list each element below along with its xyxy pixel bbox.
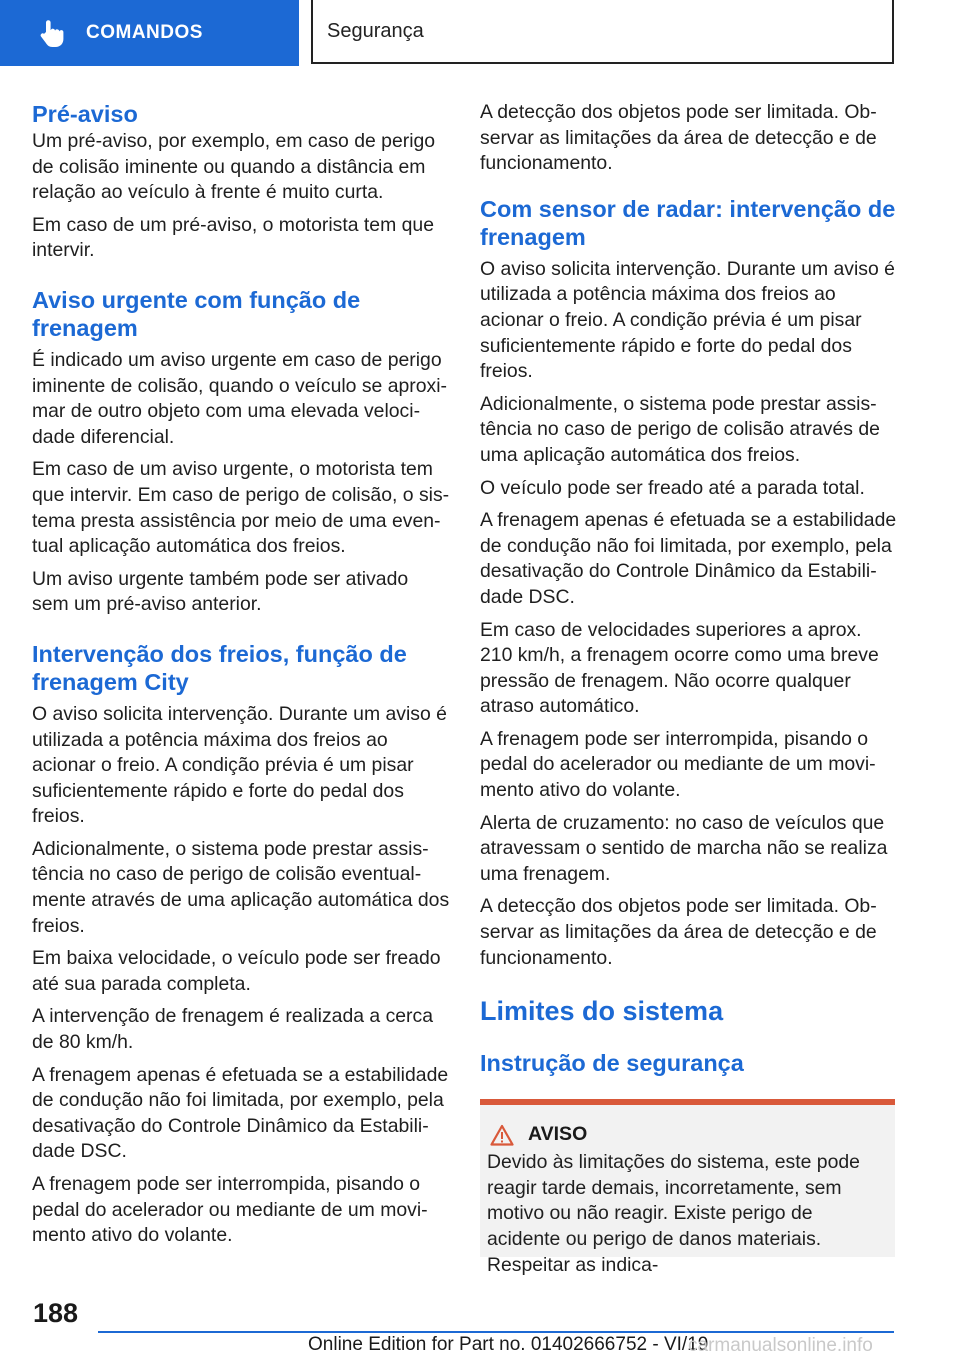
heading-aviso-urgente: Aviso urgente com função de frenagem	[32, 286, 361, 341]
page-number: 188	[33, 1298, 79, 1328]
hand-touch-icon	[38, 18, 68, 48]
paragraph: Em caso de um pré-aviso, o motorista tem que intervir.	[32, 213, 434, 262]
warning-title-row	[487, 1123, 885, 1146]
footer-edition-text: Online Edition for Part no. 01402666752 - VI/19	[308, 1334, 709, 1355]
header-section-title	[311, 0, 894, 64]
paragraph: Adicionalmente, o sistema pode prestar assistência no caso de perigo de colisão eventualmente através de uma aplicação automática dos freios.	[32, 837, 450, 937]
paragraph: É indicado um aviso urgente em caso de perigo iminente de colisão, quando o veículo se aproximar de outro objeto com uma elevada velocidade diferencial.	[32, 348, 448, 448]
footer-divider	[98, 1331, 894, 1333]
heading-pre-aviso: Pré-aviso	[32, 101, 138, 127]
paragraph: A frenagem pode ser interrompida, pisando o pedal do acelerador ou mediante de um movimento ativo do volante.	[32, 1173, 428, 1247]
heading-radar: Com sensor de radar: intervenção de frenagem	[480, 195, 896, 250]
paragraph: Um aviso urgente também pode ser ativado sem um pré-aviso anterior.	[32, 567, 409, 616]
header-tab-label: COMANDOS	[86, 22, 203, 43]
paragraph: A detecção dos objetos pode ser limitada. Observar as limitações da área de detecção e de funcionamento.	[480, 101, 877, 175]
paragraph: Em caso de um aviso urgente, o motorista tem que intervir. Em caso de perigo de colisão, o sistema presta assistência por meio de uma eventual aplicação automática dos freios.	[32, 458, 450, 558]
warning-triangle-icon	[490, 1124, 514, 1146]
paragraph: A intervenção de frenagem é realizada a cerca de 80 km/h.	[32, 1005, 433, 1054]
heading-instrucao-seguranca: Instrução de segurança	[480, 1050, 744, 1077]
section-title: Segurança	[327, 19, 424, 42]
footer-watermark: carmanualsonline.info	[688, 1335, 873, 1356]
right-column	[480, 100, 898, 1276]
left-column	[32, 100, 450, 1256]
paragraph: A detecção dos objetos pode ser limitada. Observar as limitações da área de detecção e de funcionamento.	[480, 895, 877, 969]
paragraph: Alerta de cruzamento: no caso de veículos que atravessam o sentido de marcha não se realiza uma frenagem.	[480, 811, 888, 885]
paragraph: O aviso solicita intervenção. Durante um aviso é utilizada a potência máxima dos freios ao acionar o freio. A condição prévia é um pisar suficientemente rápido e forte do pedal dos freios.	[32, 702, 447, 828]
warning-text: Devido às limitações do sistema, este pode reagir tarde demais, incorretamente, sem motivo ou não reagir. Existe perigo de acidente ou perigo de danos materiais. Respeitar as indica-	[487, 1151, 860, 1276]
paragraph: Adicionalmente, o sistema pode prestar assistência no caso de perigo de colisão através de uma aplicação automática dos freios.	[480, 392, 880, 466]
paragraph: A frenagem apenas é efetuada se a estabilidade de condução não foi limitada, por exemplo, pela desativação do Controle Dinâmico da Estabilidade DSC.	[480, 509, 897, 608]
header-tab-comandos[interactable]	[0, 0, 299, 66]
heading-limites-sistema: Limites do sistema	[480, 996, 724, 1027]
paragraph: Em caso de velocidades superiores a aprox. 210 km/h, a frenagem ocorre como uma breve pressão de frenagem. Não ocorre qualquer atraso automático.	[480, 618, 879, 718]
paragraph: O veículo pode ser freado até a parada total.	[480, 476, 865, 499]
paragraph: O aviso solicita intervenção. Durante um aviso é utilizada a potência máxima dos freios ao acionar o freio. A condição prévia é um pisar suficientemente rápido e forte do pedal dos freios.	[480, 257, 895, 383]
paragraph: Em baixa velocidade, o veículo pode ser freado até sua parada completa.	[32, 947, 441, 995]
warning-title: AVISO	[528, 1123, 588, 1146]
warning-box	[480, 1099, 895, 1276]
heading-intervencao-city: Intervenção dos freios, função de frenagem City	[32, 640, 407, 695]
paragraph: Um pré-aviso, por exemplo, em caso de perigo de colisão iminente ou quando a distância em relação ao veículo à frente é muito curta.	[32, 130, 436, 204]
paragraph: A frenagem apenas é efetuada se a estabilidade de condução não foi limitada, por exemplo, pela desativação do Controle Dinâmico da Estabilidade DSC.	[32, 1063, 449, 1163]
paragraph: A frenagem pode ser interrompida, pisando o pedal do acelerador ou mediante de um movimento ativo do volante.	[480, 727, 876, 802]
